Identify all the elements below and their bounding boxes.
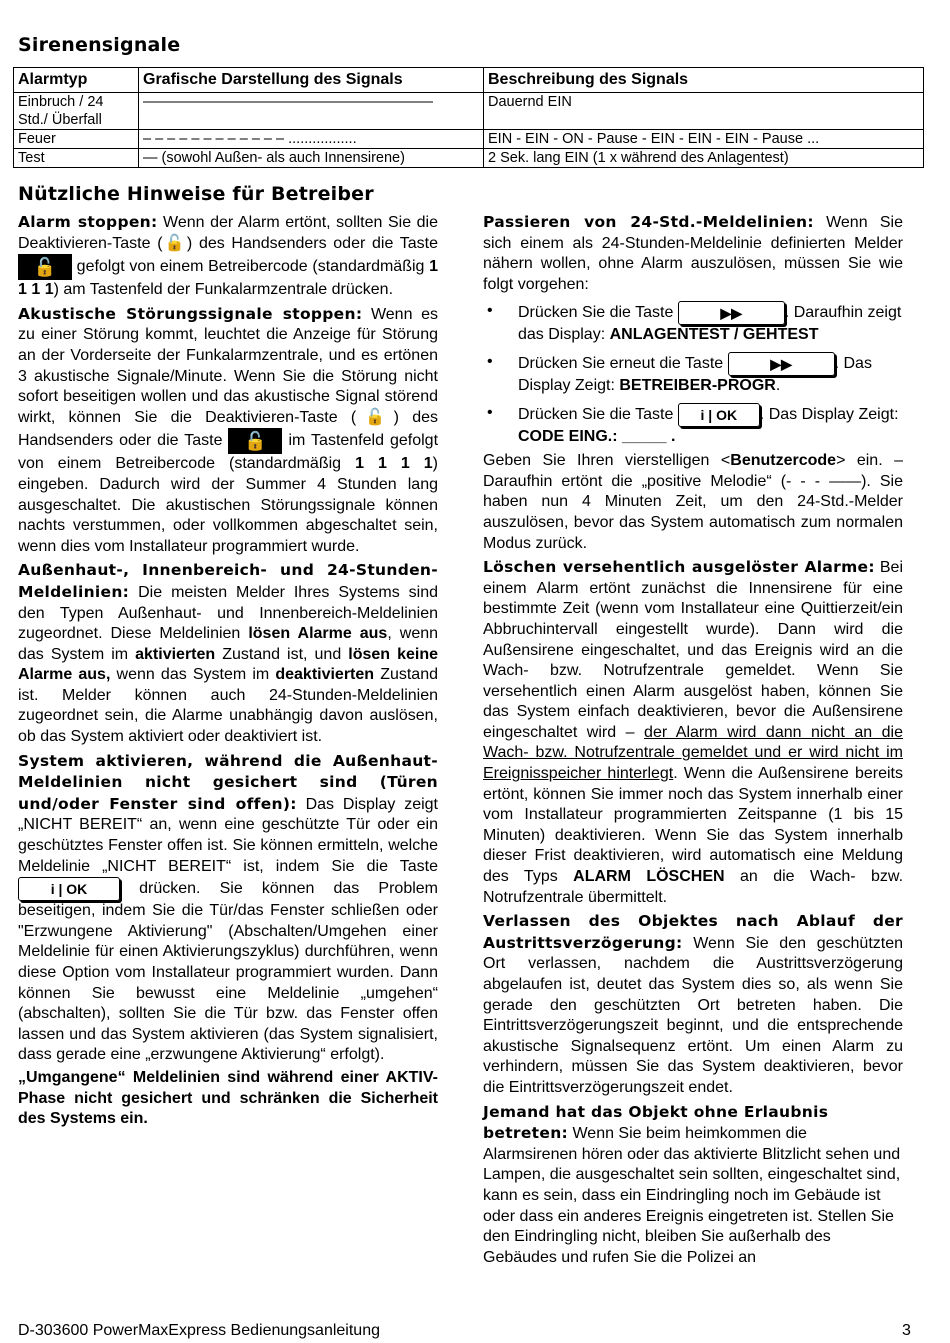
ok-key-icon: i | OK <box>18 877 120 901</box>
steps-list <box>483 301 903 447</box>
column-header: Grafische Darstellung des Signals <box>139 68 484 93</box>
footer-doc-title: D-303600 PowerMaxExpress Bedienungsanleitung <box>18 1322 380 1339</box>
pass24-paragraph: Passieren von 24-Std.-Meldelinien: Wenn Sie sich einem als 24-Stunden-Meldelinie definierten Melder nähern wollen, ohne Alarm auszulösen, müssen Sie wie folgt vorgehen: <box>483 213 903 293</box>
signal-description-cell: 2 Sek. lang EIN (1 x während des Anlagentest) <box>484 149 924 168</box>
hints-heading: Nützliche Hinweise für Betreiber <box>18 183 374 205</box>
unlock-icon: 🔓 <box>356 408 394 426</box>
paragraph-lead: Verlassen des Objektes nach Ablauf der Austrittsverzögerung: <box>483 912 903 952</box>
alarm-type-cell: Test <box>14 149 139 168</box>
paragraph-lead: Jemand hat das Objekt ohne Erlaubnis <box>483 1102 829 1121</box>
signal-graphic-cell: — (sowohl Außen- als auch Innensirene) <box>139 149 484 168</box>
pass24-instructions: Geben Sie Ihren vierstelligen <Benutzercode> ein. – Daraufhin ertönt die „positive Melodie“ (- - - ——). Sie haben nun 4 Minuten Zeit, um den 24-Std.-Melder auszulösen, bevor das System automatisch zum normalen Modus zurück. <box>483 452 903 552</box>
false-alarm-paragraph: Löschen versehentlich ausgelöster Alarme: Bei einem Alarm ertönt zunächst die Innensirene für eine bestimmte Zeit (wenn vom Installateur eine Quittierzeit/ein Abbruchintervall eingestellt wurde). Dann wird die Außensirene eingeschaltet, und das Ereignis wird an die Wach- bzw. Notrufzentrale gemeldet. Wenn Sie versehentlich einen Alarm ausgelöst haben, können Sie das System einfach deaktivieren, bevor die Außensirene eingeschaltet wird – der Alarm wird dann nicht an die Wach- bzw. Notrufzentrale gemeldet und er wird nicht im Ereignisspeicher hinterlegt. Wenn die Außensirene bereits ertönt, können Sie immer noch das System innerhalb einer vom Installateur programmierten Zeitspanne (1 bis 15 Minuten) deaktivieren. Wenn Sie das System innerhalb dieser Frist deaktivieren, wird automatisch eine Meldung des Typs ALARM LÖSCHEN an die Wach- bzw. Notrufzentrale übermittelt. <box>483 558 904 906</box>
signal-description-cell: EIN - EIN - ON - Pause - EIN - EIN - EIN - Pause ... <box>484 130 924 149</box>
paragraph-lead: Außenhaut-, Innenbereich- und 24-Stunden-Meldelinien: <box>18 561 438 601</box>
exit-delay-paragraph: Verlassen des Objektes nach Ablauf der Austrittsverzögerung: Wenn Sie den geschützten Ort verlassen, nachdem die Austrittsverzögerung abgelaufen ist, deutet das System dies so, als wenn Sie gerade den geschützten Ort betreten haben. Die Eintrittsverzögerungszeit beginnt, und die entsprechende akustische Signalsequenz ertönt. Um einen Alarm zu verhindern, müssen Sie das System deaktivieren, bevor die Eintrittsverzögerungszeit endet. <box>483 912 903 1096</box>
alarm-type-cell: Feuer <box>14 130 139 149</box>
list-item: • Drücken Sie erneut die Taste ▶▶ . Das Display Zeigt: BETREIBER-PROGR. <box>487 352 872 394</box>
signal-graphic-cell: ———————————————————— <box>139 93 484 130</box>
right-column <box>483 212 903 1268</box>
forward-key-icon: ▶▶ <box>678 301 785 325</box>
trouble-stop-paragraph: Akustische Störungssignale stoppen: Wenn es zu einer Störung kommt, leuchtet die Anzeige für Störung an der Vorderseite der Funkalarmzentrale, und es ertönen 3 akustische Signale/Minute. Wenn Sie die Störung nicht sofort beseitigen wollen und das akustische Signal störend wirkt, können Sie die Deaktivieren-Taste (🔓) des Handsenders oder die Taste 🔓 im Tastenfeld gefolgt von einem Betreibercode (standardmäßig 1 1 1 1) eingeben. Dadurch wird der Summer 4 Stunden lang ausgeschaltet. Die akustischen Störungssignale können nachts verstummen, oder vollkommen abgeschaltet sein, wenn dies vom Installateur programmiert wurde. <box>18 304 439 555</box>
paragraph-lead: System aktivieren, während die Außenhaut-Meldelinien nicht gesichert sind (Türen und/oder Fenster sind offen): <box>18 751 438 813</box>
paragraph-lead: Löschen versehentlich ausgelöster Alarme: <box>483 558 875 577</box>
paragraph-lead: Passieren von 24-Std.-Meldelinien: <box>483 213 814 231</box>
left-column <box>18 212 438 1130</box>
table-row <box>14 93 924 130</box>
table-row <box>14 130 924 149</box>
bypass-warning: „Umgangene“ Meldelinien sind während einer AKTIV-Phase nicht gesichert und schränken die Sicherheit des Systems ein. <box>18 1068 438 1128</box>
list-item: • Drücken Sie die Taste i | OK . Das Display Zeigt: CODE EING.: _____ . <box>487 403 899 445</box>
table-header-row <box>14 68 924 93</box>
paragraph-lead: Alarm stoppen: <box>18 213 158 231</box>
disarm-key-icon: 🔓 <box>228 428 282 454</box>
table-row <box>14 149 924 168</box>
disarm-key-icon: 🔓 <box>18 254 72 280</box>
zones-paragraph: Außenhaut-, Innenbereich- und 24-Stunden-Meldelinien: Die meisten Melder Ihres Systems sind den Typen Außenhaut- und Innenbereich-Meldelinien zugeordnet. Diese Meldelinien lösen Alarme aus, wenn das System im aktivierten Zustand ist, und lösen keine Alarme aus, wenn das System im deaktivierten Zustand ist. Melder können auch 24-Stunden-Meldelinien zugeordnet sein, die Alarme unabhängig davon auslösen, ob das System aktiviert oder deaktiviert ist. <box>18 561 439 746</box>
list-item: • Drücken Sie die Taste ▶▶ . Daraufhin zeigt das Display: ANLAGENTEST / GEHTEST <box>487 302 902 344</box>
signal-description-cell: Dauernd EIN <box>484 93 924 130</box>
forward-key-icon: ▶▶ <box>728 352 835 376</box>
alarm-type-cell: Einbruch / 24 Std./ Überfall <box>14 93 139 130</box>
siren-signals-table <box>13 67 924 168</box>
column-header: Alarmtyp <box>14 68 139 93</box>
paragraph-lead: betreten: <box>483 1124 569 1143</box>
ok-key-icon: i | OK <box>678 403 760 427</box>
page-number: 3 <box>902 1322 911 1339</box>
intruder-paragraph: Jemand hat das Objekt ohne Erlaubnis betreten: Wenn Sie beim heimkommen die Alarmsirenen hören oder das aktivierte Blitzlicht sehen und Lampen, die ausgeschaltet sein sollten, eingeschaltet sind, kann es sein, dass ein Eindringling noch im Gebäude ist oder dass ein anderes Ereignis eingetreten ist. Stellen Sie den Eindringling nicht, bleiben Sie außerhalb des Gebäudes und rufen Sie die Polizei an <box>483 1102 901 1266</box>
unlock-icon: 🔓 <box>162 234 187 252</box>
alarm-stop-paragraph: Alarm stoppen: Wenn der Alarm ertönt, sollten Sie die Deaktivieren-Taste (🔓) des Handsenders oder die Taste 🔓 gefolgt von einem Betreibercode (standardmäßig 1 1 1 1) am Tastenfeld der Funkalarmzentrale drücken. <box>18 213 438 299</box>
signal-graphic-cell: – – – – – – – – – – – – ................. <box>139 130 484 149</box>
paragraph-lead: Akustische Störungssignale stoppen: <box>18 304 363 323</box>
arm-open-paragraph: System aktivieren, während die Außenhaut-Meldelinien nicht gesichert sind (Türen und/oder Fenster sind offen): Das Display zeigt „NICHT BEREIT“ an, wenn eine geschützte Tür oder ein geschütztes Fenster offen ist. Sie können ermitteln, welche Meldelinie „NICHT BEREIT“ ist, indem Sie die Taste i | OK drücken. Sie können das Problem beseitigen, indem Sie die Tür/das Fenster schließen oder "Erzwungene Aktivierung" (Abschalten/Umgehen einer Meldelinie für einen Aktivierungszyklus) durchführen, wenn diese Option vom Installateur programmiert wurden. Dann können Sie bewusst eine Meldelinie „umgehen“ (abschalten), sollten Sie die Tür bzw. das Fenster offen lassen und das System aktivieren (das System signalisiert, dass gerade eine „erzwungene Aktivierung“ erfolgt). <box>18 751 438 1064</box>
sirens-heading: Sirenensignale <box>18 34 181 56</box>
column-header: Beschreibung des Signals <box>484 68 924 93</box>
